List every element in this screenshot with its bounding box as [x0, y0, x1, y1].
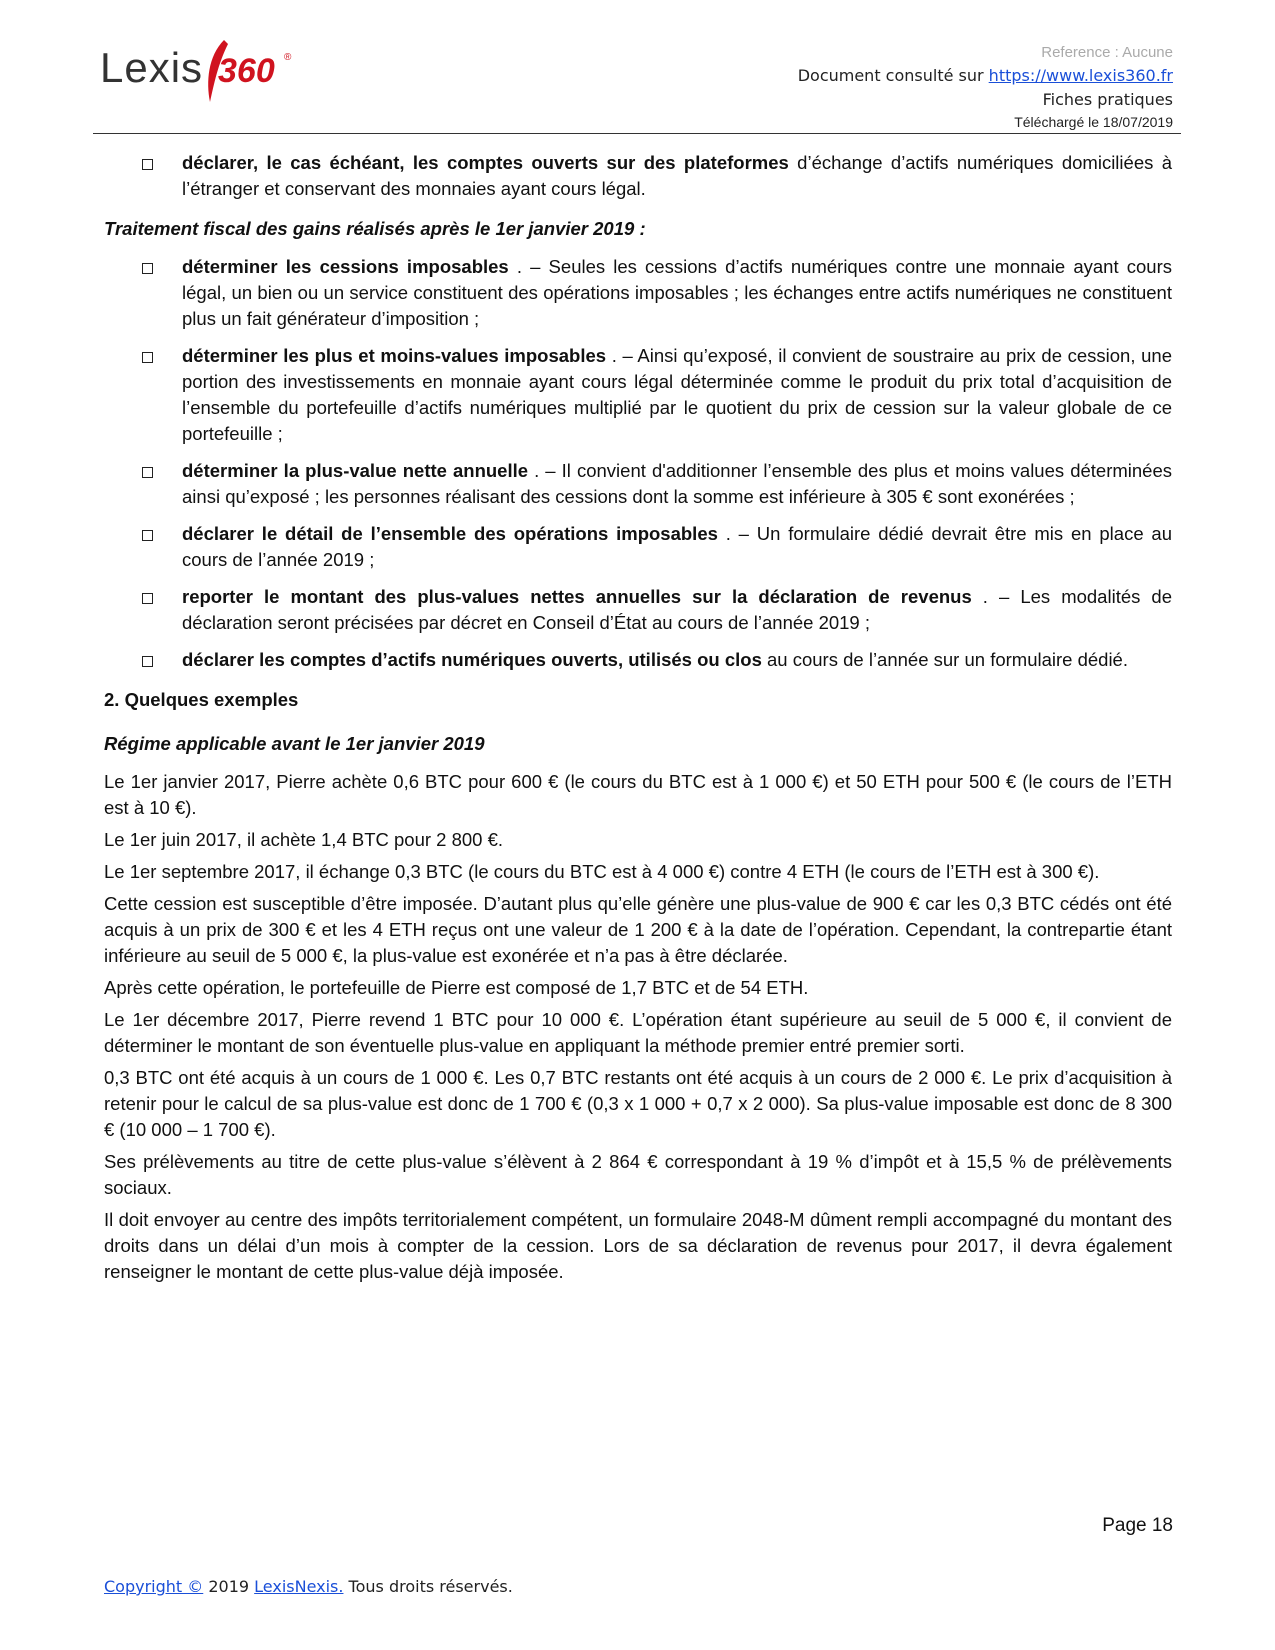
- item-text: . – Seules les cessions d’actifs numériques contre une monnaie ayant cours légal, un bien ou un service constituent des opérations imposables ; les échanges entre actifs numériques ne constituent plus un fait générateur d’imposition ;: [182, 256, 1172, 329]
- section-heading: 2. Quelques exemples: [104, 689, 299, 710]
- item-bold-lead: déterminer les plus et moins-values imposables: [182, 345, 607, 366]
- paragraph: Le 1er juin 2017, il achète 1,4 BTC pour 2 800 €.: [104, 829, 504, 850]
- checkbox-bullet-icon: [142, 530, 153, 541]
- subsection-title: Traitement fiscal des gains réalisés après le 1er janvier 2019 :: [104, 218, 646, 239]
- header-document-prefix: Document consulté sur: [797, 66, 989, 85]
- paragraph: Ses prélèvements au titre de cette plus-value s’élèvent à 2 864 € correspondant à 19 % d’impôt et à 15,5 % de prélèvements sociaux.: [104, 1151, 1172, 1198]
- item-text: . – Un formulaire dédié devrait être mis en place au cours de l’année 2019 ;: [182, 523, 1172, 570]
- checkbox-bullet-icon: [142, 593, 153, 604]
- checkbox-bullet-icon: [142, 656, 153, 667]
- checkbox-bullet-icon: [142, 263, 153, 274]
- item-bold-lead: reporter le montant des plus-values nettes annuelles sur la déclaration de revenus: [182, 586, 972, 607]
- item-bold-lead: déclarer le détail de l’ensemble des opérations imposables: [182, 523, 718, 544]
- lexis360-logo: [100, 38, 300, 108]
- header-category: Fiches pratiques: [1042, 90, 1173, 109]
- copyright-year: 2019: [203, 1577, 255, 1596]
- checkbox-bullet-icon: [142, 352, 153, 363]
- lexis360-link[interactable]: https://www.lexis360.fr: [988, 66, 1173, 85]
- paragraph: Après cette opération, le portefeuille de Pierre est composé de 1,7 BTC et de 54 ETH.: [104, 977, 809, 998]
- paragraph: Le 1er janvier 2017, Pierre achète 0,6 BTC pour 600 € (le cours du BTC est à 1 000 €) et 50 ETH pour 500 € (le cours de l’ETH est à 10 €).: [104, 771, 1172, 818]
- item-text: d’échange d’actifs numériques domiciliées à l’étranger et conservant des monnaies ayant cours légal.: [182, 152, 1172, 199]
- logo-registered-mark: ®: [284, 52, 292, 63]
- item-text: . – Ainsi qu’exposé, il convient de soustraire au prix de cession, une portion des investissements en monnaie ayant cours légal déterminée comme le produit du prix total d’acquisition de l’ensemble du portefeuille d’actifs numériques multiplié par le quotient du prix de cession sur la valeur globale de ce portefeuille ;: [182, 345, 1172, 444]
- paragraph: 0,3 BTC ont été acquis à un cours de 1 000 €. Les 0,7 BTC restants ont été acquis à un cours de 2 000 €. Le prix d’acquisition à retenir pour le calcul de sa plus-value est donc de 1 700 € (0,3 x 1 000 + 0,7 x 2 000). Sa plus-value imposable est donc de 8 300 € (10 000 – 1 700 €).: [104, 1067, 1172, 1140]
- checkbox-bullet-icon: [142, 467, 153, 478]
- list-item: [104, 521, 1172, 573]
- logo-word: Lexis: [100, 44, 204, 91]
- list-item: [104, 458, 1172, 510]
- list-item: [104, 343, 1172, 447]
- subsection-title: Régime applicable avant le 1er janvier 2019: [104, 733, 485, 754]
- logo-number: 360: [218, 52, 275, 90]
- list-item: [104, 647, 1172, 673]
- copyright-link[interactable]: Copyright ©: [104, 1577, 204, 1596]
- paragraph: Cette cession est susceptible d’être imposée. D’autant plus qu’elle génère une plus-value de 900 € car les 0,3 BTC cédés ont été acquis à un prix de 300 € et les 4 ETH reçus ont une valeur de 1 200 € à la date de l’opération. Cependant, la contrepartie étant inférieure au seuil de 5 000 €, la plus-value est exonérée et n’a pas à être déclarée.: [104, 893, 1172, 966]
- header-download-date: Téléchargé le 18/07/2019: [1014, 114, 1173, 130]
- item-bold-lead: déclarer les comptes d’actifs numériques ouverts, utilisés ou clos: [182, 649, 762, 670]
- list-item: [104, 584, 1172, 636]
- header-divider: [93, 133, 1181, 134]
- document-body: [104, 150, 1172, 1291]
- page-number: Page 18: [1102, 1515, 1173, 1536]
- item-bold-lead: déclarer, le cas échéant, les comptes ouverts sur des plateformes: [182, 152, 789, 173]
- checkbox-bullet-icon: [142, 159, 153, 170]
- paragraph: Le 1er septembre 2017, il échange 0,3 BTC (le cours du BTC est à 4 000 €) contre 4 ETH (le cours de l’ETH est à 300 €).: [104, 861, 1100, 882]
- item-text: . – Il convient d'additionner l’ensemble des plus et moins values déterminées ainsi qu’exposé ; les personnes réalisant des cessions dont la somme est inférieure à 305 € sont exonérées ;: [182, 460, 1172, 507]
- header-document-source: [798, 66, 1173, 85]
- paragraph: Le 1er décembre 2017, Pierre revend 1 BTC pour 10 000 €. L’opération étant supérieure au seuil de 5 000 €, il convient de déterminer le montant de son éventuelle plus-value en appliquant la méthode premier entré premier sorti.: [104, 1009, 1172, 1056]
- item-text: au cours de l’année sur un formulaire dédié.: [761, 649, 1128, 670]
- list-item: [104, 150, 1172, 202]
- header-reference: Reference : Aucune: [1041, 44, 1173, 61]
- item-bold-lead: déterminer les cessions imposables: [182, 256, 509, 277]
- item-bold-lead: déterminer la plus-value nette annuelle: [182, 460, 529, 481]
- footer-copyright: [104, 1577, 513, 1596]
- list-item: [104, 254, 1172, 332]
- rights-text: Tous droits réservés.: [343, 1577, 513, 1596]
- paragraph: Il doit envoyer au centre des impôts territorialement compétent, un formulaire 2048-M dûment rempli accompagné du montant des droits dans un délai d’un mois à compter de la cession. Lors de sa déclaration de revenus pour 2017, il devra également renseigner le montant de cette plus-value déjà imposée.: [104, 1209, 1172, 1282]
- lexisnexis-link[interactable]: LexisNexis.: [254, 1577, 344, 1596]
- item-text: . – Les modalités de déclaration seront précisées par décret en Conseil d’État au cours de l’année 2019 ;: [182, 586, 1172, 633]
